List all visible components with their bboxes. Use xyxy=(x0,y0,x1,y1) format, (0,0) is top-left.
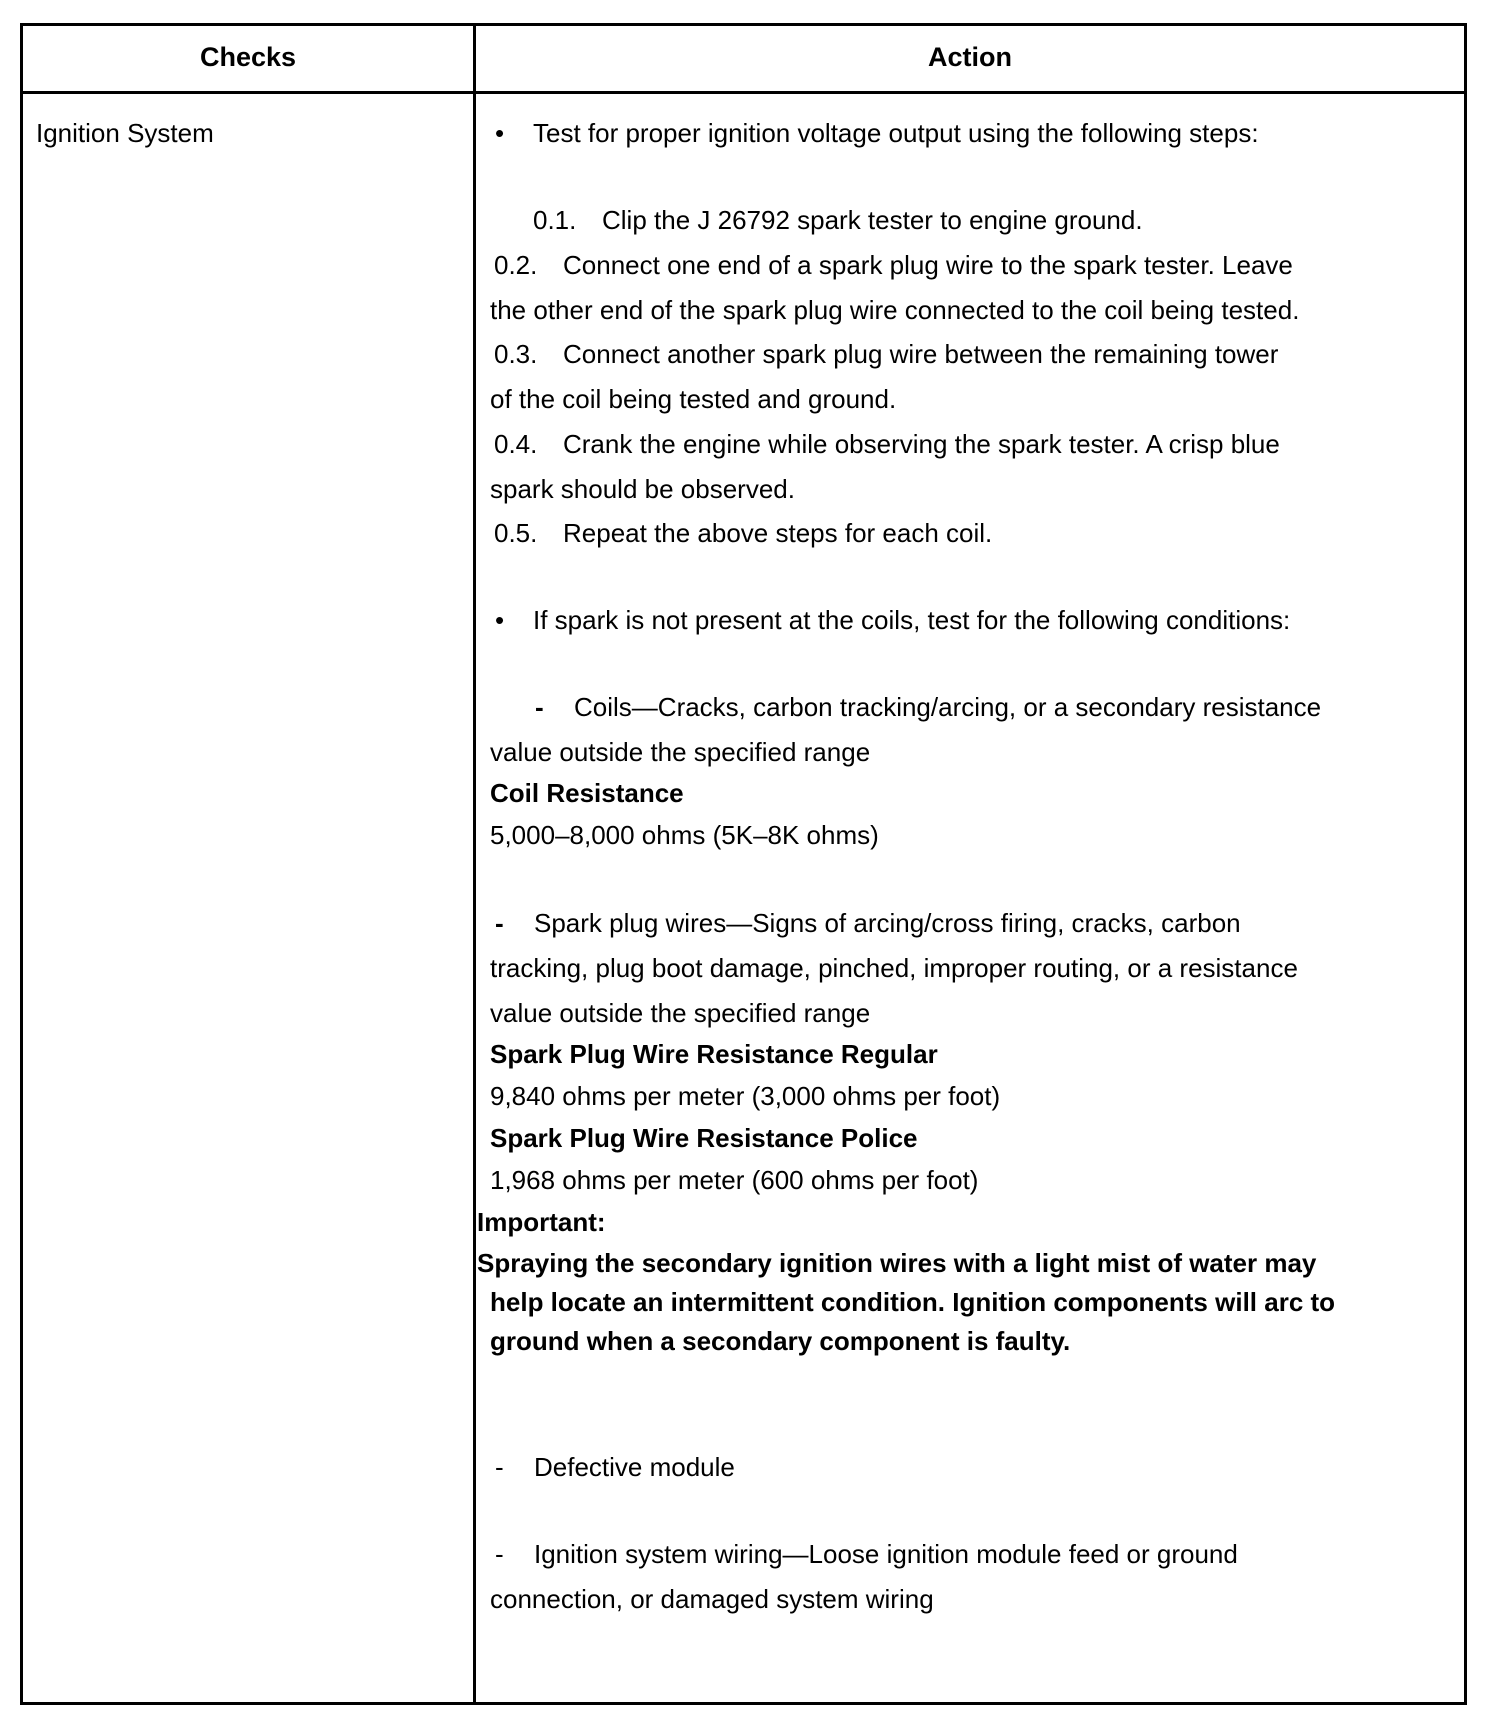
step-text: Crank the engine while observing the spark tester. A crisp blue xyxy=(563,429,1280,459)
dash-icon: - xyxy=(495,1539,504,1569)
wires-line1: Spark plug wires—Signs of arcing/cross firing, cracks, carbon xyxy=(534,908,1241,938)
check-ignition-system: Ignition System xyxy=(36,118,214,148)
coils-line1: Coils—Cracks, carbon tracking/arcing, or a secondary resistance xyxy=(574,692,1322,722)
column-divider xyxy=(473,23,476,1705)
important-line3: ground when a secondary component is faulty. xyxy=(490,1326,1071,1356)
wire-resistance-police-label: Spark Plug Wire Resistance Police xyxy=(490,1123,918,1153)
header-divider xyxy=(20,91,1467,94)
step-number: 0.2. xyxy=(494,250,538,280)
coils-line2: value outside the specified range xyxy=(490,737,871,767)
coil-resistance-value: 5,000–8,000 ohms (5K–8K ohms) xyxy=(490,820,879,850)
important-line1: Spraying the secondary ignition wires with a light mist of water may xyxy=(477,1248,1317,1278)
header-checks: Checks xyxy=(199,42,297,72)
wires-line3: value outside the specified range xyxy=(490,998,871,1028)
dash-icon: - xyxy=(495,908,504,938)
bullet2-text: If spark is not present at the coils, test for the following conditions: xyxy=(533,605,1291,635)
important-label: Important: xyxy=(477,1207,606,1237)
step-number: 0.1. xyxy=(533,205,577,235)
step-number: 0.3. xyxy=(494,339,538,369)
step-number: 0.5. xyxy=(494,518,538,548)
bullet1-text: Test for proper ignition voltage output using the following steps: xyxy=(533,118,1259,148)
step-continuation: the other end of the spark plug wire connected to the coil being tested. xyxy=(490,295,1300,325)
wire-resistance-regular-value: 9,840 ohms per meter (3,000 ohms per foot) xyxy=(490,1081,1001,1111)
step-text: Connect one end of a spark plug wire to the spark tester. Leave xyxy=(563,250,1293,280)
header-action: Action xyxy=(928,42,1012,72)
wiring-line2: connection, or damaged system wiring xyxy=(490,1584,934,1614)
coil-resistance-label: Coil Resistance xyxy=(490,778,684,808)
bullet-icon: • xyxy=(495,605,505,635)
wire-resistance-regular-label: Spark Plug Wire Resistance Regular xyxy=(490,1039,938,1069)
wires-line2: tracking, plug boot damage, pinched, improper routing, or a resistance xyxy=(490,953,1298,983)
dash-icon: - xyxy=(535,692,544,722)
wiring-line1: Ignition system wiring—Loose ignition module feed or ground xyxy=(534,1539,1238,1569)
important-line2: help locate an intermittent condition. Ignition components will arc to xyxy=(490,1287,1336,1317)
step-text: Repeat the above steps for each coil. xyxy=(563,518,993,548)
wire-resistance-police-value: 1,968 ohms per meter (600 ohms per foot) xyxy=(490,1165,979,1195)
module-text: Defective module xyxy=(534,1452,735,1482)
step-continuation: spark should be observed. xyxy=(490,474,795,504)
step-number: 0.4. xyxy=(494,429,538,459)
bullet-icon: • xyxy=(495,118,505,148)
step-text: Connect another spark plug wire between the remaining tower xyxy=(563,339,1279,369)
dash-icon: - xyxy=(495,1452,504,1482)
step-text: Clip the J 26792 spark tester to engine ground. xyxy=(602,205,1143,235)
step-continuation: of the coil being tested and ground. xyxy=(490,384,897,414)
